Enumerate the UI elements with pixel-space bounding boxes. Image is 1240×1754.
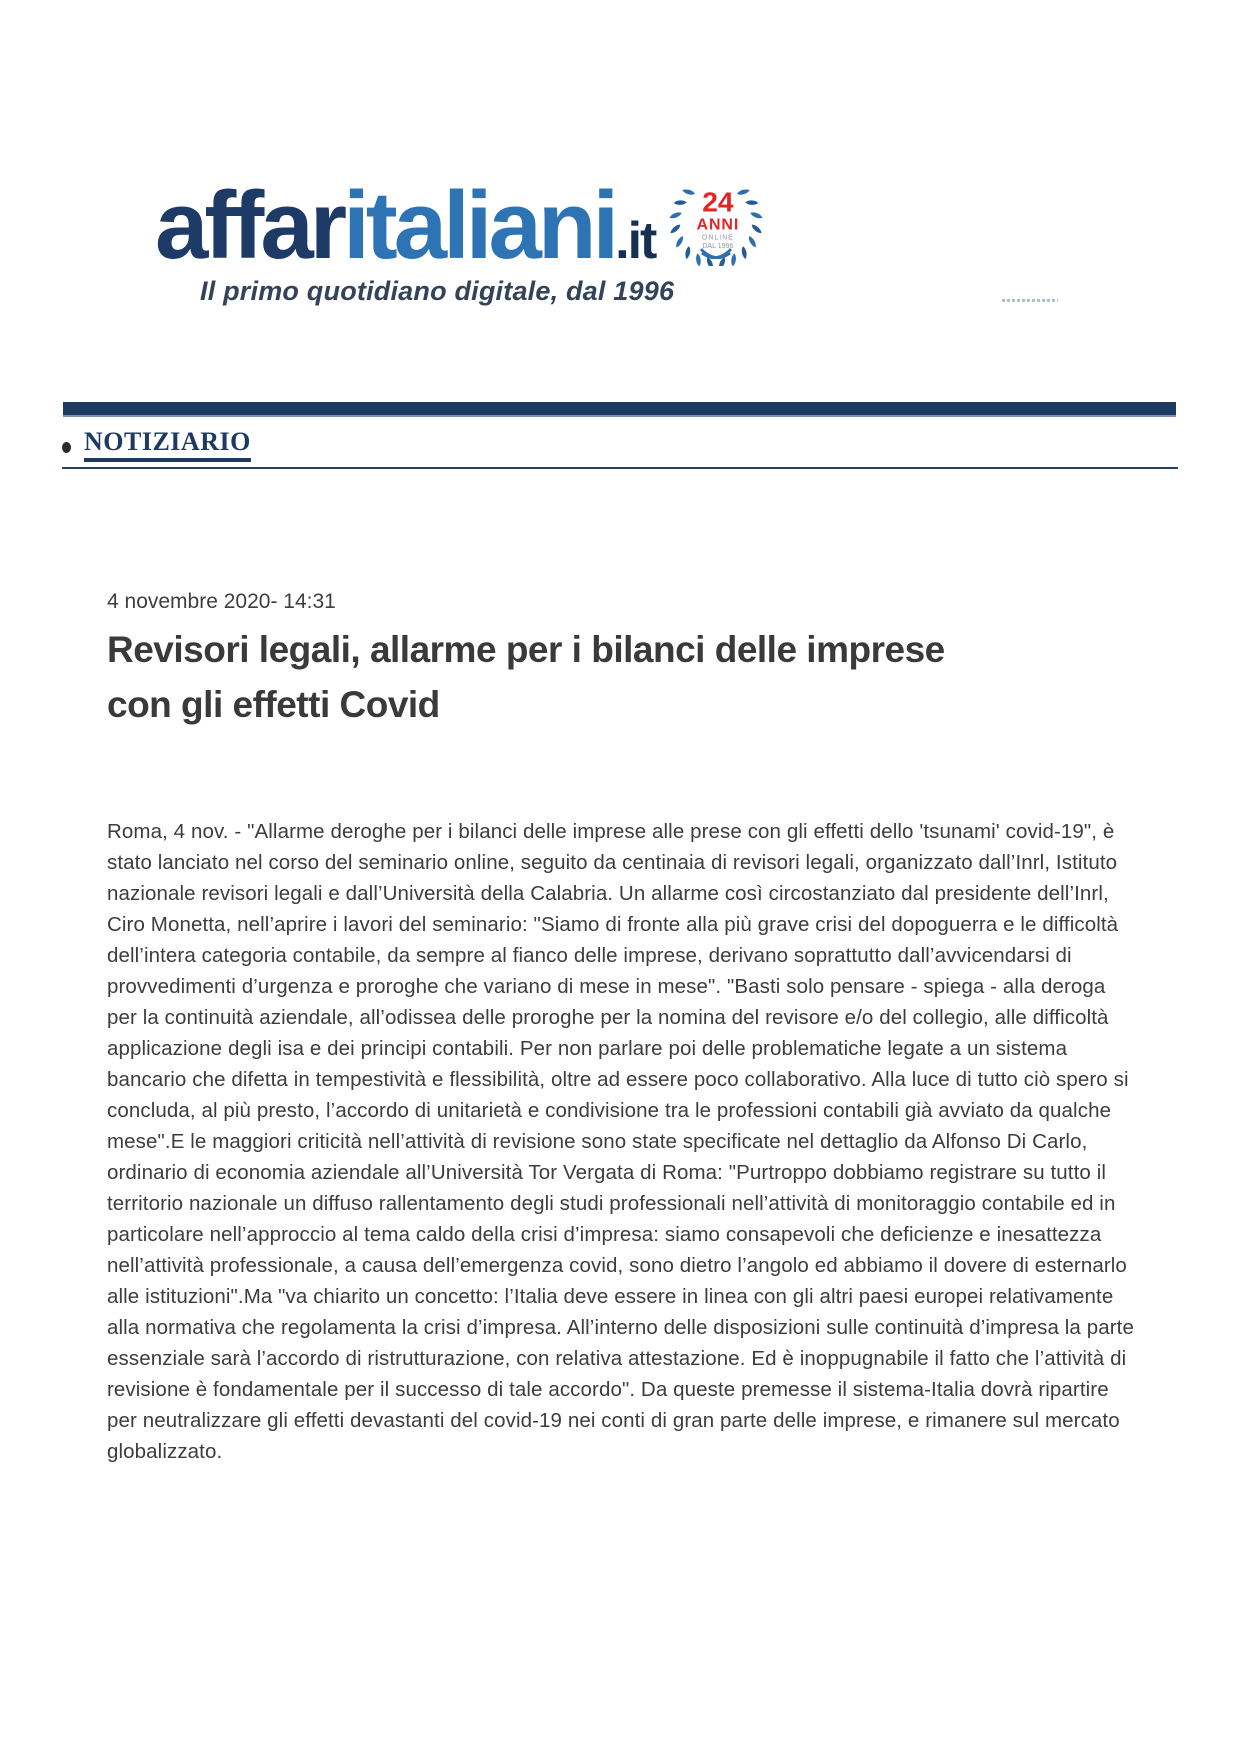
logo-part-affar: affar <box>155 172 344 279</box>
logo-wordmark <box>155 172 615 279</box>
site-logo[interactable] <box>155 172 763 279</box>
header-divider-bar <box>63 402 1176 417</box>
article <box>107 590 1137 1467</box>
nav-underline-rule <box>62 467 1178 469</box>
fine-print <box>1002 299 1058 302</box>
article-body: Roma, 4 nov. - "Allarme deroghe per i bilanci delle imprese alle prese con gli effetti dello 'tsunami' covid-19", è stato lanciato nel corso del seminario online, seguito da centinaia di revisori legali, organizzato dall’Inrl, Istituto nazionale revisori legali e dall’Università della Calabria. Un allarme così circostanziato dal presidente dell’Inrl, Ciro Monetta, nell’aprire i lavori del seminario: "Siamo di fronte alla più grave crisi del dopoguerra e le difficoltà dell’intera categoria contabile, da sempre al fianco delle imprese, derivano soprattutto dall’avvicendarsi di provvedimenti d’urgenza e proroghe che variano di mese in mese". "Basti solo pensare - spiega - alla deroga per la continuità aziendale, all’odissea delle proroghe per la nomina del revisore e/o del collegio, alle difficoltà applicazione degli isa e dei principi contabili. Per non parlare poi delle problematiche legate a un sistema bancario che difetta in tempestività e flessibilità, oltre ad essere poco collaborativo. Alla luce di tutto ciò spero si concluda, al più presto, l’accordo di unitarietà e condivisione tra le professioni contabili già avviato da qualche mese".E le maggiori criticità nell’attività di revisione sono state specificate nel dettaglio da Alfonso Di Carlo, ordinario di economia aziendale all’Università Tor Vergata di Roma: "Purtroppo dobbiamo registrare su tutto il territorio nazionale un diffuso rallentamento degli studi professionali nell’attività di monitoraggio contabile ed in particolare nell’approccio al tema caldo della crisi d’impresa: siamo consapevoli che deficienze e inesattezza nell’attività professionale, a causa dell’emergenza covid, sono dietro l’angolo ed abbiamo il dovere di esternarlo alle istituzioni".Ma "va chiarito un concetto: l’Italia deve essere in linea con gli altri paesi europei relativamente alla normativa che regolamenta la crisi d’impresa. All’interno delle disposizioni sulle continuità d’impresa la parte essenziale sarà l’accordo di ristrutturazione, con relativa attestazione. Ed è inoppugnabile il fatto che l’attività di revisione è fondamentale per il successo di tale accordo". Da queste premesse il sistema-Italia dovrà ripartire per neutralizzare gli effetti devastanti del covid-19 nei conti di gran parte delle imprese, e rimanere sul mercato globalizzato. <box>107 820 1134 1463</box>
badge-sub2: DAL 1996 <box>702 243 734 251</box>
logo-suffix-it: .it <box>615 212 656 270</box>
nav-bullet <box>62 442 71 453</box>
site-tagline: Il primo quotidiano digitale, dal 1996 <box>200 276 675 306</box>
badge-number: 24 <box>702 185 734 218</box>
logo-part-italiani: italiani <box>343 172 616 279</box>
badge-label: ANNI <box>696 216 740 234</box>
badge-sub1: ONLINE <box>702 234 735 242</box>
article-date: 4 novembre 2020- 14:31 <box>107 590 336 613</box>
nav-item-notiziario[interactable]: NOTIZIARIO <box>84 429 251 462</box>
article-title: Revisori legali, allarme per i bilanci delle imprese con gli effetti Covid <box>107 629 945 725</box>
anniversary-badge <box>669 172 763 266</box>
